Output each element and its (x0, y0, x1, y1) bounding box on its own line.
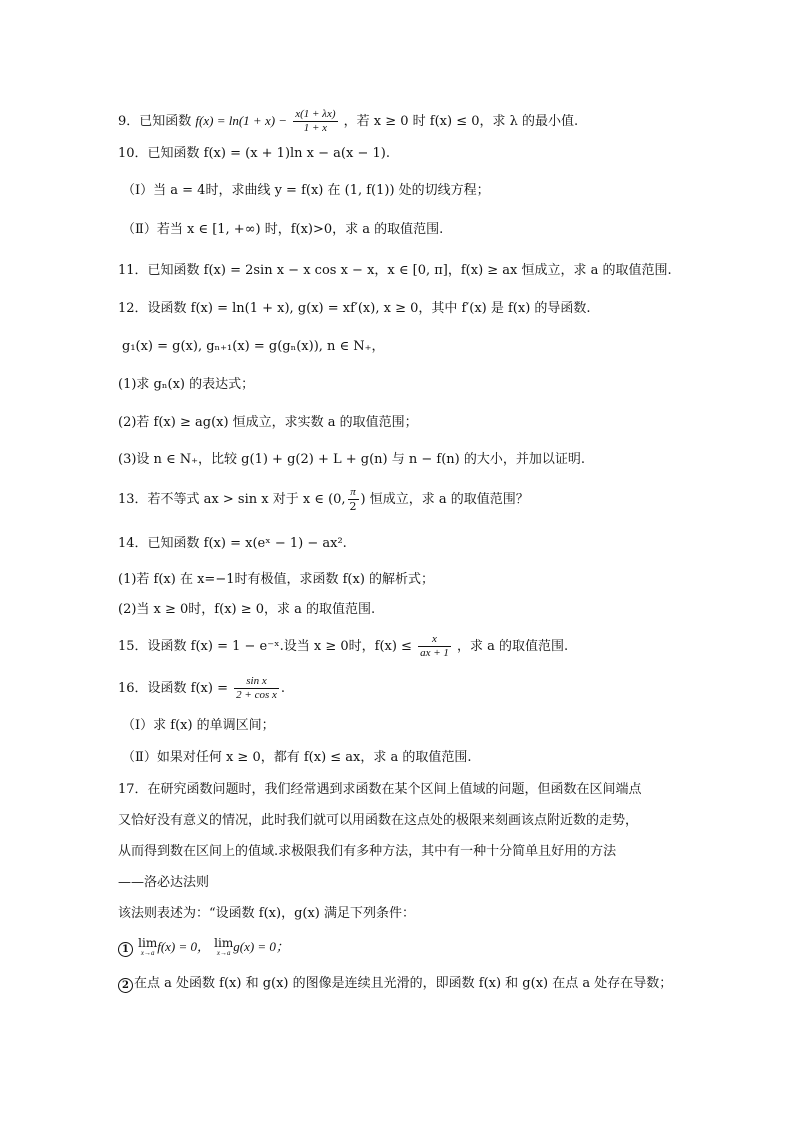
problem-12-stem: 12．设函数 f(x) = ln(1 + x), g(x) = xf′(x), x ≥ 0，其中 f′(x) 是 f(x) 的导函数. (118, 301, 591, 316)
problem-16-stem (118, 674, 694, 704)
problem-10-part-1: （I）当 a = 4时，求曲线 y = f(x) 在 (1, f(1)) 处的切线方程； (122, 183, 490, 198)
problem-13-fraction (348, 486, 359, 513)
problem-10-stem: 10．已知函数 f(x) = (x + 1)ln x − a(x − 1). (118, 146, 390, 161)
fraction-numerator: π (348, 486, 359, 500)
circled-number-1: 1 (118, 942, 133, 957)
problem-13 (118, 486, 694, 514)
problem-17-line-4: ——洛必达法则 (118, 875, 210, 890)
problem-12-part-3: (3)设 n ∈ N₊，比较 g(1) + g(2) + L + g(n) 与 n − f(n) 的大小，并加以证明. (118, 452, 585, 467)
problem-9-number: 9．已知函数 (118, 114, 192, 129)
problem-17-line-5: 该法则表述为：“设函数 f(x)，g(x) 满足下列条件： (118, 906, 415, 921)
problem-12-part-1: (1)求 gₙ(x) 的表达式； (118, 377, 255, 392)
problem-16-fraction (234, 675, 279, 702)
problem-16-part-2: （Ⅱ）如果对任何 x ≥ 0，都有 f(x) ≤ ax，求 a 的取值范围. (122, 750, 472, 765)
problem-9 (118, 108, 694, 135)
problem-14-part-2: (2)当 x ≥ 0时，f(x) ≥ 0，求 a 的取值范围. (118, 602, 376, 617)
fraction-denominator: 1 + x (303, 122, 328, 134)
fraction-numerator: x(1 + λx) (295, 108, 336, 120)
problem-12-part-2: (2)若 f(x) ≥ ag(x) 恒成立，求实数 a 的取值范围； (118, 415, 418, 430)
problem-10-part-2: （Ⅱ）若当 x ∈ [1, +∞) 时，f(x)>0，求 a 的取值范围. (122, 222, 444, 237)
fraction-denominator: 2 (349, 500, 357, 513)
limit-operator: lim (138, 935, 158, 950)
problem-13-post: ) 恒成立，求 a 的取值范围？ (360, 492, 529, 507)
condition-1-f: f(x) = 0， (157, 939, 211, 954)
problem-17-condition-1 (118, 934, 694, 961)
fraction-numerator: x (418, 633, 451, 647)
problem-16-pre: 16．设函数 f(x) = (118, 681, 228, 696)
problem-9-function: f(x) = ln(1 + x) − (195, 113, 288, 128)
problem-9-tail: ，若 x ≥ 0 时 f(x) ≤ 0，求 λ 的最小值. (343, 114, 579, 129)
condition-1-g: g(x) = 0； (233, 939, 289, 954)
problem-15-post: ，求 a 的取值范围. (457, 639, 569, 654)
problem-14-part-1: (1)若 f(x) 在 x=−1时有极值，求函数 f(x) 的解析式； (118, 572, 435, 587)
problem-17-line-2: 又恰好没有意义的情况，此时我们就可以用函数在这点处的极限来刻画该点附近数的走势， (118, 813, 639, 828)
limit-2 (214, 935, 234, 958)
problem-15 (118, 632, 694, 662)
problem-12-definition: g₁(x) = g(x), gₙ₊₁(x) = g(gₙ(x)), n ∈ N₊， (122, 339, 385, 354)
problem-17-line-3: 从而得到数在区间上的值域.求极限我们有多种方法，其中有一种十分简单且好用的方法 (118, 844, 617, 859)
problem-16-post: . (280, 681, 285, 696)
problem-15-pre: 15．设函数 f(x) = 1 − e⁻ˣ.设当 x ≥ 0时，f(x) ≤ (118, 639, 412, 654)
limit-subscript: x→a (140, 948, 155, 957)
problem-17-condition-2 (118, 976, 694, 993)
problem-9-fraction (293, 108, 337, 135)
limit-1 (138, 935, 158, 958)
problem-17-line-1: 17．在研究函数问题时，我们经常遇到求函数在某个区间上值域的问题，但函数在区间端点 (118, 782, 642, 797)
problem-11-stem: 11．已知函数 f(x) = 2sin x − x cos x − x，x ∈ [0, π]，f(x) ≥ ax 恒成立，求 a 的取值范围. (118, 263, 672, 278)
limit-operator: lim (214, 935, 234, 950)
condition-2-text: 在点 a 处函数 f(x) 和 g(x) 的图像是连续且光滑的，即函数 f(x) 和 g(x) 在点 a 处存在导数； (134, 976, 673, 991)
limit-subscript: x→a (216, 948, 231, 957)
problem-15-fraction (418, 633, 451, 660)
fraction-denominator: ax + 1 (420, 647, 449, 659)
problem-14-stem: 14．已知函数 f(x) = x(eˣ − 1) − ax². (118, 536, 347, 551)
problem-13-pre: 13．若不等式 ax > sin x 对于 x ∈ (0, (118, 492, 346, 507)
circled-number-2: 2 (118, 978, 133, 993)
problem-16-part-1: （Ⅰ）求 f(x) 的单调区间； (122, 718, 275, 733)
fraction-denominator: 2 + cos x (236, 689, 277, 701)
fraction-numerator: sin x (234, 675, 279, 689)
